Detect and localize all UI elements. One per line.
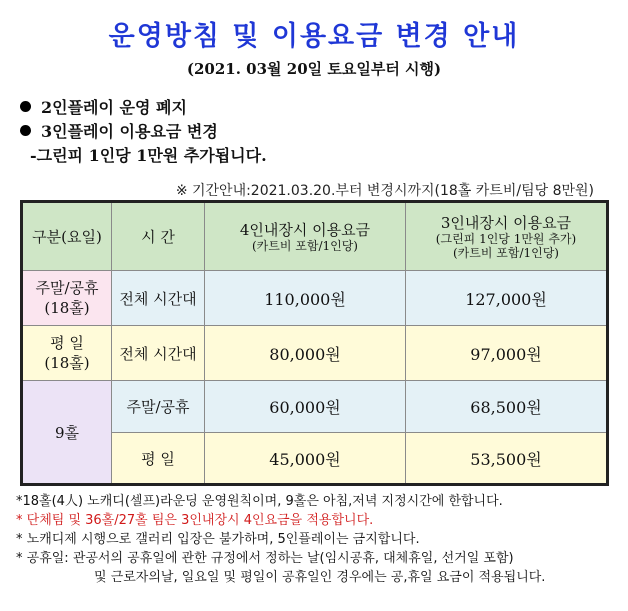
- bullet-dot-icon: [20, 125, 31, 136]
- header-time: 시 간: [112, 202, 205, 271]
- note-line: 및 근로자의날, 일요일 및 평일이 공휴일인 경우에는 공,휴일 요금이 적용됩니다.: [94, 570, 546, 585]
- effective-date: (2021. 03월 20일 토요일부터 시행): [186, 60, 442, 78]
- header-category: 구분(요일): [22, 202, 112, 271]
- note-line: * 단체팀 및 36홀/27홀 팀은 3인내장시 4인요금을 적용합니다.: [16, 513, 374, 528]
- row-category: 주말/공휴 (18홀): [22, 271, 112, 326]
- notes-section: [16, 492, 616, 587]
- row-time: 전체 시간대: [112, 326, 205, 381]
- row-time: 전체 시간대: [112, 271, 205, 326]
- bullet-item-2: 3인플레이 이용요금 변경: [20, 119, 218, 142]
- table-row: [22, 271, 608, 326]
- period-note: ※ 기간안내:2021.03.20.부터 변경시까지(18홀 카트비/팀당 8만원): [175, 183, 594, 199]
- note-line: * 공휴일: 관공서의 공휴일에 관한 규정에서 정하는 날(임시공휴, 대체휴일, 선거일 포함): [16, 551, 514, 566]
- table-row: [22, 326, 608, 381]
- greenfee-note: -그린피 1인당 1만원 추가됩니다.: [30, 146, 267, 165]
- price-4player: 80,000원: [205, 326, 406, 381]
- price-3player: 53,500원: [406, 433, 608, 485]
- row-category: 평 일 (18홀): [22, 326, 112, 381]
- price-3player: 97,000원: [406, 326, 608, 381]
- price-4player: 45,000원: [205, 433, 406, 485]
- row-time: 주말/공휴: [112, 381, 205, 433]
- table-row: [22, 381, 608, 433]
- price-3player: 68,500원: [406, 381, 608, 433]
- table-header-row: [22, 202, 608, 271]
- row-category: 9홀: [22, 381, 112, 485]
- bullet-item-1: 2인플레이 운영 폐지: [20, 95, 187, 118]
- row-time: 평 일: [112, 433, 205, 485]
- header-3player: 3인내장시 이용요금 (그린피 1인당 1만원 추가) (카트비 포함/1인당): [406, 202, 608, 271]
- price-4player: 60,000원: [205, 381, 406, 433]
- price-table: [20, 200, 609, 486]
- bullet-dot-icon: [20, 101, 31, 112]
- price-3player: 127,000원: [406, 271, 608, 326]
- header-4player: 4인내장시 이용요금 (카트비 포함/1인당): [205, 202, 406, 271]
- page-title: 운영방침 및 이용요금 변경 안내: [108, 21, 520, 52]
- note-line: *18홀(4人) 노캐디(셀프)라운딩 운영원칙이며, 9홀은 아침,저녁 지정시간에 한합니다.: [16, 494, 503, 509]
- price-4player: 110,000원: [205, 271, 406, 326]
- note-line: * 노캐디제 시행으로 갤러리 입장은 불가하며, 5인플레이는 금지합니다.: [16, 532, 420, 547]
